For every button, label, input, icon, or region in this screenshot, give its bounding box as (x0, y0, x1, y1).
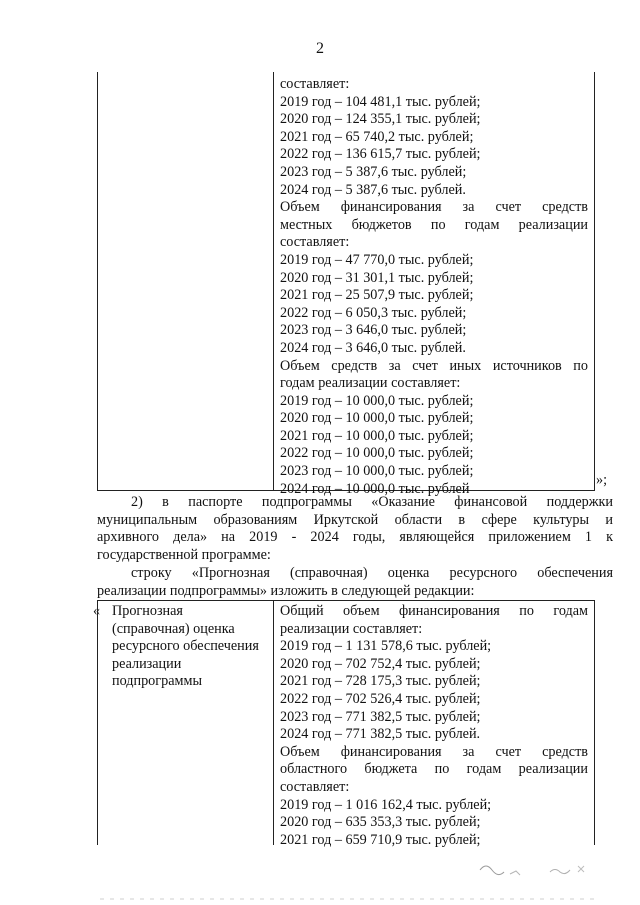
table-line: реализации составляет: (280, 620, 423, 637)
table-line: 2023 год – 3 646,0 тыс. рублей; (280, 322, 467, 339)
financing-table-continued (97, 72, 595, 497)
closing-quote: »; (596, 472, 608, 488)
table-line: 2023 год – 5 387,6 тыс. рублей; (280, 163, 467, 180)
table-line: 2024 год – 5 387,6 тыс. рублей. (280, 181, 466, 198)
table-line: 2024 год – 771 382,5 тыс. рублей. (280, 726, 481, 743)
table-line: 2019 год – 104 481,1 тыс. рублей; (280, 93, 481, 110)
row-title-line: подпрограммы (112, 673, 202, 690)
table-line: составляет: (280, 778, 350, 795)
table-line: 2019 год – 47 770,0 тыс. рублей; (280, 251, 474, 268)
table-line: 2020 год – 702 752,4 тыс. рублей; (280, 655, 481, 672)
paragraph-line: 2) в паспорте подпрограммы «Оказание финансовой поддержки (131, 494, 613, 510)
table-line: 2022 год – 6 050,3 тыс. рублей; (280, 304, 467, 321)
paragraph-line: муниципальным образованиям Иркутской области в сфере культуры и (97, 511, 613, 528)
page-number: 2 (316, 40, 324, 57)
table-line: 2020 год – 31 301,1 тыс. рублей; (280, 269, 474, 286)
financing-details-cell (280, 603, 588, 849)
table-line: Объем финансирования за счет средств (280, 743, 588, 760)
row-replacement-paragraph (97, 565, 613, 600)
scan-artifact-marks (470, 852, 610, 882)
table-line: местных бюджетов по годам реализации (280, 216, 588, 233)
table-line: 2019 год – 1 131 578,6 тыс. рублей; (280, 638, 492, 655)
table-line: 2020 год – 10 000,0 тыс. рублей; (280, 410, 474, 427)
table-line: 2021 год – 10 000,0 тыс. рублей; (280, 427, 474, 444)
table-line: Объем средств за счет иных источников по (280, 357, 588, 374)
opening-quote: « (93, 603, 101, 619)
table-line: 2019 год – 1 016 162,4 тыс. рублей; (280, 796, 492, 813)
column-divider (273, 72, 274, 490)
row-title-line: реализации (112, 655, 182, 672)
table-line: 2019 год – 10 000,0 тыс. рублей; (280, 392, 474, 409)
table-line: 2023 год – 10 000,0 тыс. рублей; (280, 463, 474, 480)
table-line: 2022 год – 136 615,7 тыс. рублей; (280, 146, 481, 163)
table-line: 2021 год – 65 740,2 тыс. рублей; (280, 128, 474, 145)
column-divider (273, 601, 274, 845)
table-line: 2024 год – 10 000,0 тыс. рублей (280, 480, 470, 497)
table-line: 2022 год – 10 000,0 тыс. рублей; (280, 445, 474, 462)
paragraph-line: архивного дела» на 2019 - 2024 годы, являющейся приложением 1 к (97, 529, 613, 546)
row-title-line: Прогнозная (112, 603, 183, 619)
paragraph-line: государственной программе: (97, 546, 271, 563)
amendment-paragraph-2 (97, 494, 613, 564)
table-line: годам реализации составляет: (280, 375, 461, 392)
paragraph-line: строку «Прогнозная (справочная) оценка ресурсного обеспечения (131, 565, 613, 581)
scan-edge-line (100, 896, 600, 902)
table-line: составляет: (280, 76, 350, 92)
row-title-line: ресурсного обеспечения (112, 638, 259, 655)
table-line: Общий объем финансирования по годам (280, 603, 588, 619)
table-line: областного бюджета по годам реализации (280, 761, 588, 778)
row-title-line: (справочная) оценка (112, 620, 235, 637)
table-line: 2020 год – 635 353,3 тыс. рублей; (280, 814, 481, 831)
paragraph-line: реализации подпрограммы» изложить в следующей редакции: (97, 582, 475, 599)
table-line: 2023 год – 771 382,5 тыс. рублей; (280, 708, 481, 725)
table-line: 2021 год – 25 507,9 тыс. рублей; (280, 287, 474, 304)
table-line: Объем финансирования за счет средств (280, 199, 588, 216)
resource-estimate-table (97, 600, 595, 848)
table-line: 2022 год – 702 526,4 тыс. рублей; (280, 690, 481, 707)
financing-details-cell (280, 76, 588, 498)
table-line: 2021 год – 659 710,9 тыс. рублей; (280, 831, 481, 848)
table-line: составляет: (280, 234, 350, 251)
table-line: 2020 год – 124 355,1 тыс. рублей; (280, 111, 481, 128)
row-title-cell (112, 603, 270, 691)
table-line: 2024 год – 3 646,0 тыс. рублей. (280, 339, 466, 356)
table-line: 2021 год – 728 175,3 тыс. рублей; (280, 673, 481, 690)
